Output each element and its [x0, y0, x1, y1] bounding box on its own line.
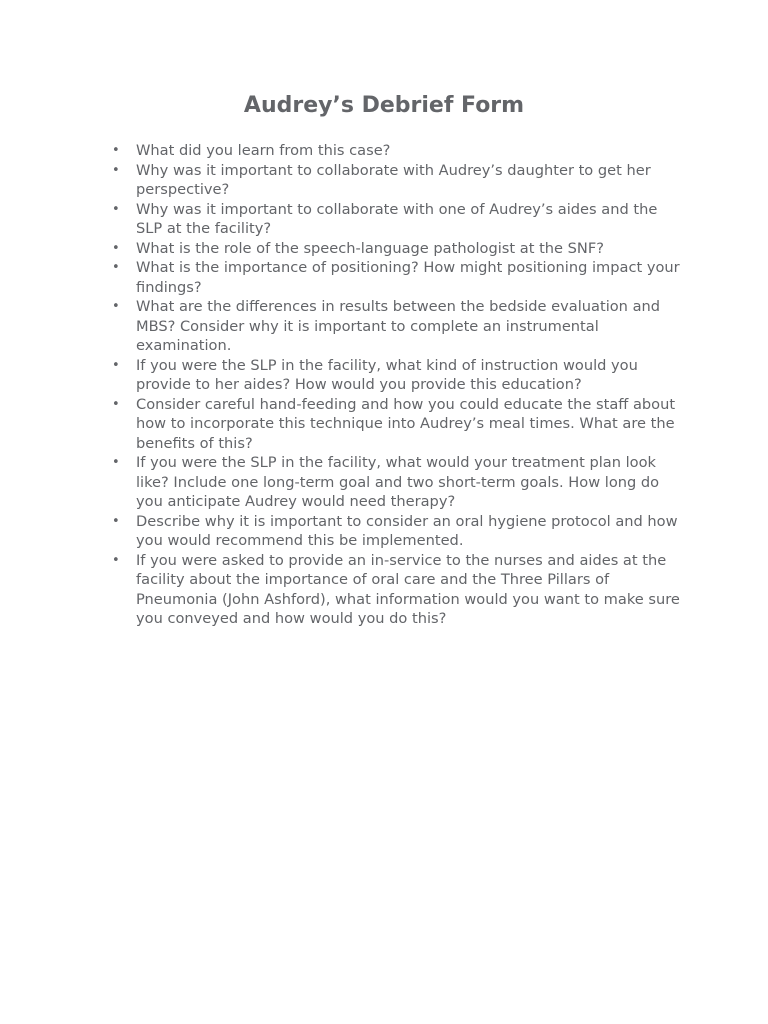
question-text: Why was it important to collaborate with one of Audrey’s aides and the SLP at the facility?: [136, 200, 658, 237]
list-item: [112, 356, 684, 395]
list-item: [112, 395, 684, 454]
question-text: Why was it important to collaborate with Audrey’s daughter to get her perspective?: [136, 161, 651, 198]
list-item: [112, 161, 684, 200]
question-text: What is the role of the speech-language pathologist at the SNF?: [136, 239, 604, 257]
list-item: [112, 239, 684, 259]
bullet-icon: •: [112, 552, 120, 568]
question-text: Consider careful hand-feeding and how you could educate the staff about how to incorporate this technique into Audrey’s meal times. What are the benefits of this?: [136, 395, 676, 452]
question-text: What are the differences in results between the bedside evaluation and MBS? Consider why it is important to complete an instrumental examination.: [136, 298, 661, 354]
question-text: Describe why it is important to consider an oral hygiene protocol and how you would recommend this be implemented.: [136, 512, 678, 549]
question-list: [112, 141, 684, 629]
bullet-icon: •: [112, 201, 120, 217]
question-text: If you were the SLP in the facility, what would your treatment plan look like? Include one long-term goal and two short-term goals. How long do you anticipate Audrey would need therapy?: [136, 454, 660, 510]
bullet-icon: •: [112, 299, 120, 314]
bullet-icon: •: [112, 143, 120, 158]
bullet-icon: •: [112, 455, 120, 470]
bullet-icon: •: [112, 396, 120, 412]
list-item: [112, 297, 684, 356]
question-text: If you were asked to provide an in-service to the nurses and aides at the facility about the importance of oral care and the Three Pillars of Pneumonia (John Ashford), what information would you want to make sure you conveyed and how would you do this?: [136, 551, 680, 627]
bullet-icon: •: [112, 162, 120, 178]
question-text: What is the importance of positioning? How might positioning impact your findings?: [136, 259, 680, 296]
bullet-icon: •: [112, 260, 120, 275]
list-item: [112, 453, 684, 512]
list-item: [112, 141, 684, 161]
bullet-icon: •: [112, 357, 120, 373]
question-text: What did you learn from this case?: [136, 142, 391, 159]
list-item: [112, 258, 684, 297]
question-text: If you were the SLP in the facility, what kind of instruction would you provide to her aides? How would you provide this education?: [136, 356, 638, 393]
list-item: [112, 200, 684, 239]
list-item: [112, 551, 684, 629]
bullet-icon: •: [112, 513, 120, 529]
bullet-icon: •: [112, 240, 120, 256]
page-title: Audrey’s Debrief Form: [243, 93, 525, 118]
list-item: [112, 512, 684, 551]
